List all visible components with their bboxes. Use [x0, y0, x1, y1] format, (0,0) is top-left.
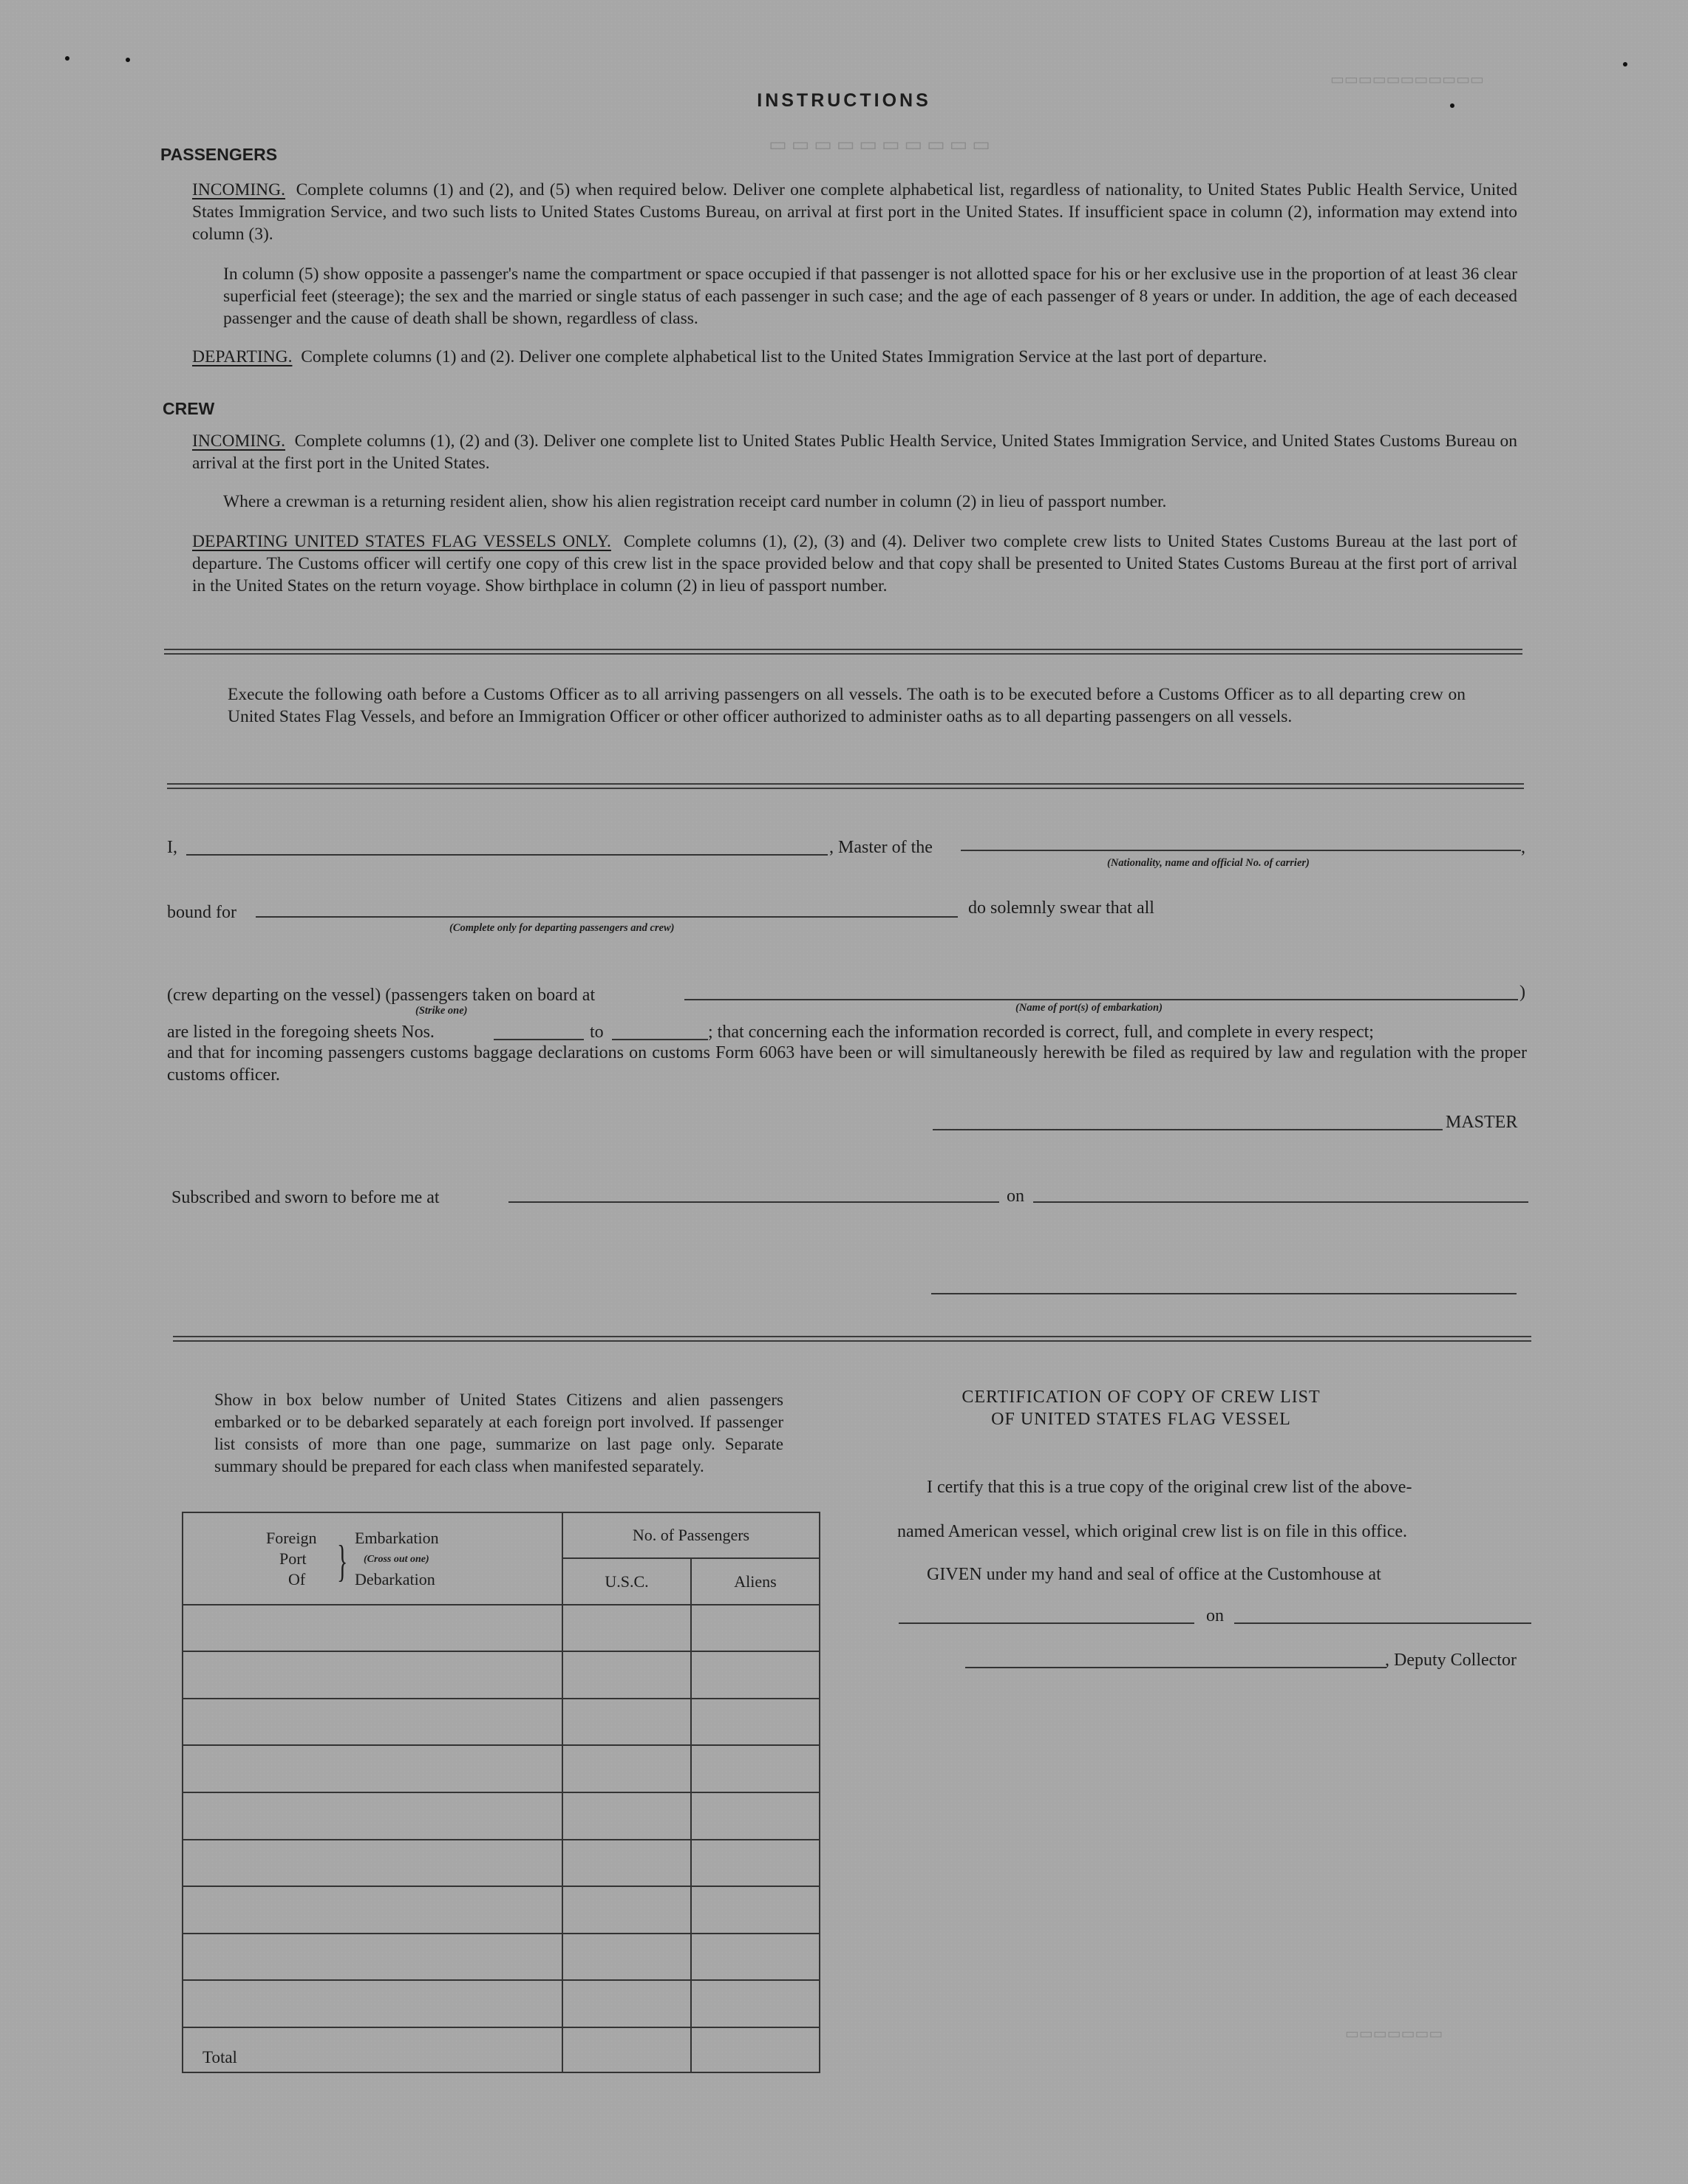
master-label: MASTER [1446, 1113, 1518, 1132]
master-signature-line[interactable] [933, 1129, 1443, 1130]
comma-mark: , [1521, 838, 1525, 857]
cert-on-label: on [1206, 1606, 1224, 1625]
certification-heading-line1: CERTIFICATION OF COPY OF CREW LIST [962, 1388, 1321, 1407]
sworn-date-line[interactable] [1033, 1201, 1528, 1203]
section-divider [164, 649, 1522, 655]
passengers-column5-paragraph: In column (5) show opposite a passenger's name the compartment or space occupied if that passenger is not allotted space for his or her exclusive use in the proportion of at least 36 clear superficial feet (steerage); the sex and the married or single status of each passenger in such case; and the age of each passenger of 8 years or under. In addition, the age of each deceased passenger and the cause of death shall be shown, regardless of class. [223, 265, 1517, 328]
of-label: Of [288, 1570, 306, 1589]
master-of-the-label: , Master of the [829, 838, 933, 857]
usc-cell[interactable] [562, 1886, 691, 1934]
certify-line1: I certify that this is a true copy of the original crew list of the above- [927, 1478, 1412, 1497]
summary-instruction: Show in box below number of United States Citizens and alien passengers embarked or to be debarked separately at each foreign port involved. If passenger list consists of more than one page, summarize on last page only. Separate summary should be prepared for each class when manifested separately. [214, 1390, 783, 1475]
scan-speck [65, 56, 69, 61]
section-divider [173, 1336, 1531, 1342]
carrier-caption: (Nationality, name and official No. of carrier) [1107, 857, 1310, 869]
brace-mark: } [337, 1537, 348, 1586]
debarkation-label: Debarkation [355, 1570, 435, 1589]
aliens-cell[interactable] [691, 1792, 820, 1840]
oath-body: and that for incoming passengers customs baggage declarations on customs Form 6063 have been or will simultaneously herewith be filed as required by law and regulation with the proper customs officer. [167, 1043, 1527, 1085]
sworn-place-line[interactable] [508, 1201, 999, 1203]
embarkation-label: Embarkation [355, 1529, 439, 1548]
crew-resident-paragraph: Where a crewman is a returning resident alien, show his alien registration receipt card number in column (2) in lieu of passport number. [223, 492, 1167, 511]
total-usc-cell[interactable] [562, 2027, 691, 2072]
crew-departing-text: Complete columns (1), (2), (3) and (4). Deliver two complete crew lists to United States Customs Bureau at the last port of departure. The Customs officer will certify one copy of this crew list in the space provided below and that copy shall be presented to United States Customs Bureau at the first port of arrival in the United States on the return voyage. Show birthplace in column (2) in lieu of passport number. [192, 532, 1518, 596]
scan-speck [126, 58, 130, 62]
page-title: INSTRUCTIONS [757, 90, 931, 111]
header-port-cell [183, 1512, 562, 1605]
usc-cell[interactable] [562, 1699, 691, 1746]
usc-cell[interactable] [562, 1745, 691, 1792]
bound-for-line[interactable] [256, 916, 958, 918]
deputy-collector-label: , Deputy Collector [1385, 1651, 1517, 1670]
aliens-cell[interactable] [691, 1651, 820, 1699]
bound-for-label: bound for [167, 903, 236, 922]
usc-cell[interactable] [562, 1980, 691, 2027]
total-aliens-cell[interactable] [691, 2027, 820, 2072]
sheet-to-line[interactable] [612, 1039, 708, 1040]
listed-suffix: ; that concerning each the information recorded is correct, full, and complete in every respect; [708, 1023, 1374, 1042]
crew-incoming-label: INCOMING. [192, 431, 285, 451]
passengers-heading: PASSENGERS [160, 145, 278, 164]
passengers-departing-text: Complete columns (1) and (2). Deliver one complete alphabetical list to the United States Immigration Service at the last port of departure. [301, 347, 1267, 366]
port-cell[interactable] [183, 1840, 562, 1887]
deputy-signature-line[interactable] [965, 1667, 1386, 1668]
master-name-line[interactable] [186, 854, 828, 856]
crew-departing-paragraph [192, 530, 1517, 597]
cert-date-line[interactable] [1234, 1622, 1531, 1624]
usc-cell[interactable] [562, 1840, 691, 1887]
cross-out-caption: (Cross out one) [364, 1554, 429, 1566]
port-cell[interactable] [183, 1745, 562, 1792]
subscribed-label: Subscribed and sworn to before me at [171, 1188, 440, 1207]
no-of-passengers-header: No. of Passengers [562, 1512, 820, 1558]
crew-departing-label: DEPARTING UNITED STATES FLAG VESSELS ONLY. [192, 532, 611, 551]
usc-cell[interactable] [562, 1934, 691, 1981]
aliens-cell[interactable] [691, 1934, 820, 1981]
port-cell[interactable] [183, 1980, 562, 2027]
aliens-header: Aliens [691, 1558, 820, 1604]
on-label: on [1007, 1187, 1024, 1206]
port-caption: (Name of port(s) of embarkation) [1015, 1002, 1163, 1014]
port-cell[interactable] [183, 1651, 562, 1699]
aliens-cell[interactable] [691, 1840, 820, 1887]
oath-i-label: I, [167, 838, 177, 857]
aliens-cell[interactable] [691, 1980, 820, 2027]
bleed-through-mark: ▭▭▭▭▭▭▭ [1345, 2026, 1443, 2042]
crew-departing-label: (crew departing on the vessel) (passengers taken on board at [167, 986, 596, 1005]
total-label: Total [183, 2027, 562, 2072]
aliens-cell[interactable] [691, 1745, 820, 1792]
crew-incoming-paragraph [192, 430, 1517, 474]
port-embarkation-line[interactable] [684, 999, 1518, 1000]
passengers-departing-label: DEPARTING. [192, 347, 293, 366]
bleed-through-mark: ▭▭▭▭▭▭▭▭▭▭ [769, 133, 995, 155]
bound-caption: (Complete only for departing passengers and crew) [449, 922, 675, 934]
port-cell[interactable] [183, 1699, 562, 1746]
port-cell[interactable] [183, 1792, 562, 1840]
carrier-line[interactable] [961, 850, 1521, 851]
certification-heading-line2: OF UNITED STATES FLAG VESSEL [991, 1410, 1291, 1429]
close-paren: ) [1519, 983, 1525, 1002]
passengers-departing-paragraph [192, 346, 1517, 368]
scan-speck [1623, 62, 1627, 66]
usc-header: U.S.C. [562, 1558, 691, 1604]
listed-prefix: are listed in the foregoing sheets Nos. [167, 1023, 435, 1042]
passengers-incoming-paragraph [192, 179, 1517, 245]
oath-instruction: Execute the following oath before a Customs Officer as to all arriving passengers on all vessels. The oath is to be executed before a Customs Officer as to all departing crew on United States Flag Vessels, and before an Immigration Officer or other officer authorized to administer oaths as to all departing passengers on all vessels. [228, 685, 1466, 726]
port-label: Port [279, 1549, 307, 1569]
crew-incoming-text: Complete columns (1), (2) and (3). Deliver one complete list to United States Public Health Service, United States Immigration Service, and United States Customs Bureau on arrival at the first port in the United States. [192, 431, 1517, 473]
port-cell[interactable] [183, 1934, 562, 1981]
aliens-cell[interactable] [691, 1605, 820, 1652]
usc-cell[interactable] [562, 1651, 691, 1699]
passengers-incoming-label: INCOMING. [192, 180, 285, 199]
certify-line2: named American vessel, which original crew list is on file in this office. [897, 1522, 1408, 1541]
aliens-cell[interactable] [691, 1699, 820, 1746]
swear-label: do solemnly swear that all [968, 898, 1154, 918]
given-line: GIVEN under my hand and seal of office at the Customhouse at [927, 1565, 1381, 1584]
aliens-cell[interactable] [691, 1886, 820, 1934]
usc-cell[interactable] [562, 1605, 691, 1652]
sheet-from-line[interactable] [494, 1039, 584, 1040]
customhouse-line[interactable] [899, 1622, 1194, 1624]
usc-cell[interactable] [562, 1792, 691, 1840]
bleed-through-mark: ▭▭▭▭▭▭▭▭▭▭▭ [1330, 72, 1484, 88]
crew-heading: CREW [163, 399, 215, 418]
foreign-label: Foreign [266, 1529, 317, 1548]
strike-caption: (Strike one) [415, 1005, 468, 1017]
port-cell[interactable] [183, 1886, 562, 1934]
section-divider [167, 783, 1524, 789]
passenger-summary-table [182, 1512, 820, 2073]
officer-signature-line[interactable] [931, 1293, 1517, 1294]
port-cell[interactable] [183, 1605, 562, 1652]
passengers-incoming-text: Complete columns (1) and (2), and (5) when required below. Deliver one complete alphabetical list, regardless of nationality, to United States Public Health Service, United States Immigration Service, and two such lists to United States Customs Bureau, on arrival at first port in the United States. If insufficient space in column (2), information may extend into column (3). [192, 180, 1518, 244]
listed-to: to [590, 1023, 604, 1042]
